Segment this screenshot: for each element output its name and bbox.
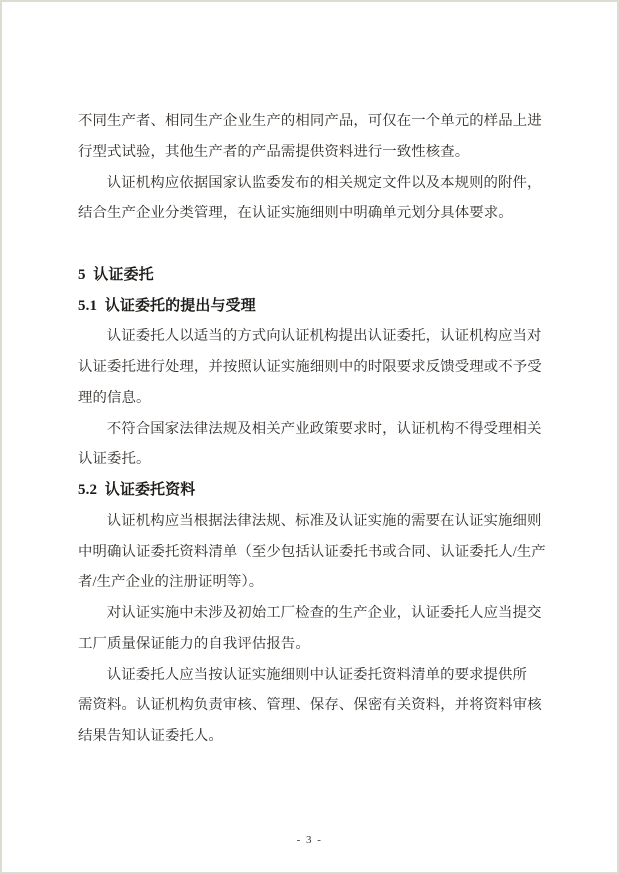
paragraph-line: 中明确认证委托资料清单（至少包括认证委托书或合同、认证委托人/生产 [78, 543, 546, 560]
paragraph-line: 工厂质量保证能力的自我评估报告。 [78, 635, 310, 652]
paragraph-line: 理的信息。 [78, 389, 151, 406]
paragraph-line: 结合生产企业分类管理，在认证实施细则中明确单元划分具体要求。 [78, 205, 513, 222]
paragraph-line: 认证委托。 [78, 451, 151, 468]
paragraph-line: 认证机构应当根据法律法规、标准及认证实施的需要在认证实施细则 [106, 512, 542, 529]
section-heading-level-1: 5 认证委托 [78, 266, 154, 283]
page-number: - 3 - [296, 834, 323, 846]
document-content [78, 106, 544, 752]
paragraph-line: 行型式试验，其他生产者的产品需提供资料进行一致性核查。 [78, 143, 470, 160]
page-footer [2, 830, 617, 848]
paragraph-line: 认证委托人以适当的方式向认证机构提出认证委托，认证机构应当对 [106, 328, 542, 345]
paragraph-line: 认证机构应依据国家认监委发布的相关规定文件以及本规则的附件， [106, 174, 542, 191]
paragraph-line: 对认证实施中未涉及初始工厂检查的生产企业，认证委托人应当提交 [106, 605, 542, 621]
paragraph-line: 认证委托进行处理，并按照认证实施细则中的时限要求反馈受理或不予受 [78, 359, 542, 375]
paragraph-line: 者/生产企业的注册证明等）。 [78, 574, 264, 591]
paragraph-line: 认证委托人应当按认证实施细则中认证委托资料清单的要求提供所 [106, 666, 528, 683]
blank-line [78, 229, 544, 260]
paragraph-line: 不符合国家法律法规及相关产业政策要求时，认证机构不得受理相关 [106, 420, 542, 437]
paragraph-line: 需资料。认证机构负责审核、管理、保存、保密有关资料，并将资料审核 [78, 697, 542, 714]
section-heading-level-2: 5.2 认证委托资料 [78, 482, 196, 498]
paragraph-line: 结果告知认证委托人。 [78, 728, 223, 744]
paragraph-line: 不同生产者、相同生产企业生产的相同产品，可仅在一个单元的样品上进 [78, 113, 542, 129]
section-heading-level-2: 5.1 认证委托的提出与受理 [78, 297, 256, 314]
